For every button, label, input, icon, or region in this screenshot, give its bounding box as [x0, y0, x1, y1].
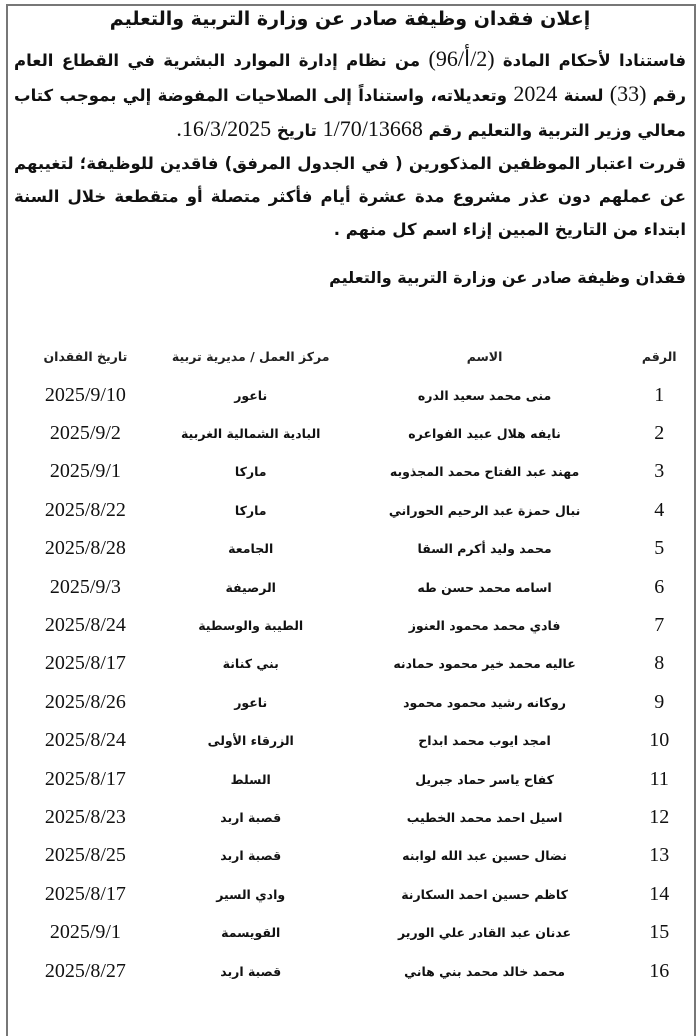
- table-row: [10, 913, 690, 951]
- row-number: 1: [654, 383, 665, 406]
- loss-date: 2025/8/24: [44, 614, 126, 637]
- employee-name: منى محمد سعيد الدره: [417, 387, 552, 403]
- table-row: [10, 530, 690, 568]
- header-number: الرقم: [641, 348, 677, 364]
- table-header-row: [10, 336, 690, 376]
- loss-date: 2025/8/25: [44, 844, 126, 867]
- table-row: [10, 491, 690, 529]
- employee-name: اسامه محمد حسن طه: [417, 579, 552, 595]
- row-number: 15: [649, 921, 670, 944]
- table-row: [10, 760, 690, 798]
- loss-date: 2025/8/28: [44, 537, 126, 560]
- workplace: قصبة اربد: [220, 809, 282, 825]
- loss-date: 2025/9/10: [44, 383, 126, 406]
- employee-name: كاظم حسين احمد السكارنة: [401, 886, 568, 902]
- workplace: البادية الشمالية الغربية: [180, 426, 321, 442]
- workplace: القويسمة: [221, 925, 281, 941]
- loss-date: 2025/8/23: [44, 805, 126, 828]
- row-number: 4: [654, 498, 665, 521]
- letter-date: 16/3/2025.: [176, 116, 272, 141]
- employee-name: روكانه رشيد محمود محمود: [403, 694, 566, 710]
- table-row: [10, 606, 690, 644]
- loss-date: 2025/8/22: [44, 498, 126, 521]
- workplace: قصبة اربد: [220, 963, 282, 979]
- employee-name: كفاح ياسر حماد جبريل: [415, 771, 554, 787]
- loss-date: 2025/8/24: [44, 729, 126, 752]
- employee-name: نضال حسين عبد الله لوابنه: [402, 848, 567, 864]
- announcement-body: فاستنادا لأحكام المادة (2/أ/96) من نظام إدارة الموارد البشرية في القطاع العام رقم (33) لسنة 2024 وتعديلاته، واستناداً إلى الصلاحيات المفوضة إلي بموجب كتاب معالي وزير التربية والتعليم رقم 1/70/13668 تاريخ 16/3/2025. قررت اعتبار الموظفين المذكورين ( في الجدول المرفق) فاقدين للوظيفة؛ لتغيبهم عن عملهم دون عذر مشروع مدة عشرة أيام فأكثر متصلة أو متقطعة خلال السنة ابتداء من التاريخ المبين إزاء اسم كل منهم .: [14, 46, 687, 239]
- loss-date: 2025/9/1: [49, 460, 121, 483]
- table-row: [10, 683, 690, 721]
- loss-date: 2025/8/17: [44, 882, 126, 905]
- workplace: الرصيفة: [225, 579, 276, 595]
- employee-name: عاليه محمد خير محمود حمادنه: [393, 656, 576, 672]
- workplace: ماركا: [234, 502, 267, 518]
- row-number: 2: [654, 422, 665, 445]
- law-year: 2024: [513, 81, 558, 106]
- workplace: الطيبة والوسطية: [198, 618, 304, 634]
- loss-date: 2025/9/3: [49, 575, 121, 598]
- row-number: 8: [654, 652, 665, 675]
- employee-name: نايفه هلال عبيد الفواعره: [408, 426, 561, 442]
- table-row: [10, 798, 690, 836]
- row-number: 5: [654, 537, 665, 560]
- table-row: [10, 952, 690, 990]
- table-subtitle: فقدان وظيفة صادر عن وزارة التربية والتعليم: [329, 268, 686, 287]
- loss-date: 2025/9/2: [49, 422, 121, 445]
- row-number: 16: [649, 959, 670, 982]
- employee-name: نبال حمزة عبد الرحيم الحوراني: [388, 502, 581, 518]
- row-number: 13: [649, 844, 670, 867]
- header-loss-date: تاريخ الفقدان: [43, 348, 128, 364]
- workplace: بني كنانة: [222, 656, 279, 672]
- row-number: 7: [654, 614, 665, 637]
- table-row: [10, 722, 690, 760]
- workplace: الزرقاء الأولى: [207, 733, 294, 749]
- announcement-title: إعلان فقدان وظيفة صادر عن وزارة التربية والتعليم: [109, 8, 591, 30]
- header-workplace: مركز العمل / مديرية تربية: [171, 348, 330, 364]
- employee-name: فادي محمد محمود العنوز: [408, 618, 561, 634]
- employee-name: مهند عبد الفتاح محمد المجذوبه: [389, 464, 580, 480]
- table-row: [10, 645, 690, 683]
- row-number: 12: [649, 805, 670, 828]
- workplace: وادي السير: [216, 886, 286, 902]
- employee-name: محمد خالد محمد بني هاني: [404, 963, 565, 979]
- loss-date: 2025/8/27: [44, 959, 126, 982]
- table-row: [10, 568, 690, 606]
- row-number: 3: [654, 460, 665, 483]
- employee-name: اسيل احمد محمد الخطيب: [406, 809, 563, 825]
- table-row: [10, 453, 690, 491]
- law-number: (33): [609, 81, 647, 106]
- employees-table: [10, 336, 690, 990]
- row-number: 14: [649, 882, 670, 905]
- table-row: [10, 414, 690, 452]
- workplace: ناعور: [234, 694, 268, 710]
- workplace: ماركا: [234, 464, 267, 480]
- header-name: الاسم: [466, 348, 503, 364]
- loss-date: 2025/9/1: [49, 921, 121, 944]
- row-number: 11: [649, 767, 669, 790]
- table-row: [10, 376, 690, 414]
- workplace: ناعور: [234, 387, 268, 403]
- letter-number: 1/70/13668: [322, 116, 423, 141]
- row-number: 10: [649, 729, 670, 752]
- workplace: قصبة اربد: [220, 848, 282, 864]
- article-number: (2/أ/96): [428, 46, 495, 71]
- employee-name: عدنان عبد القادر علي الورير: [397, 925, 572, 941]
- loss-date: 2025/8/17: [44, 652, 126, 675]
- table-row: [10, 837, 690, 875]
- employee-name: امجد ايوب محمد ابداح: [418, 733, 551, 749]
- loss-date: 2025/8/17: [44, 767, 126, 790]
- workplace: السلط: [230, 771, 271, 787]
- row-number: 9: [654, 690, 665, 713]
- row-number: 6: [654, 575, 665, 598]
- table-row: [10, 875, 690, 913]
- workplace: الجامعة: [228, 541, 274, 557]
- loss-date: 2025/8/26: [44, 690, 126, 713]
- employee-name: محمد وليد أكرم السقا: [417, 541, 552, 557]
